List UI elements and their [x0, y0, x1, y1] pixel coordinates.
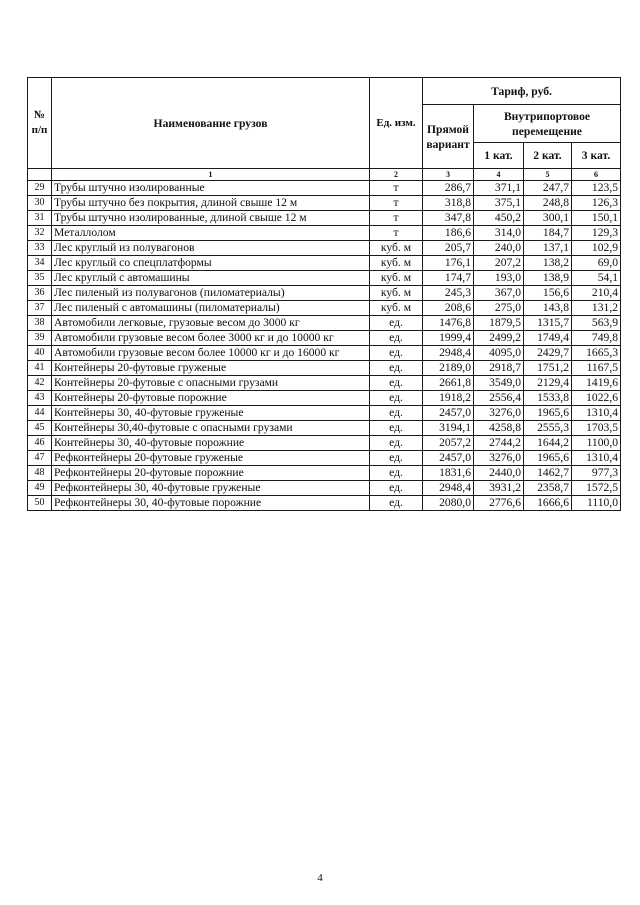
table-row: [28, 301, 621, 316]
direct-tariff: 2948,4: [423, 481, 474, 496]
table-row: [28, 436, 621, 451]
col-header-cat1: 1 кат.: [474, 143, 524, 169]
cat3-tariff: 1419,6: [572, 376, 621, 391]
unit-cell: т: [370, 226, 423, 241]
cat3-tariff: 977,3: [572, 466, 621, 481]
cat3-tariff: 1572,5: [572, 481, 621, 496]
table-row: [28, 196, 621, 211]
cat1-tariff: 367,0: [474, 286, 524, 301]
table-row: [28, 421, 621, 436]
tariff-table: [27, 77, 621, 511]
row-number: 38: [28, 316, 52, 331]
cat2-tariff: 248,8: [524, 196, 572, 211]
direct-tariff: 2661,8: [423, 376, 474, 391]
cat2-tariff: 1644,2: [524, 436, 572, 451]
direct-tariff: 1476,8: [423, 316, 474, 331]
direct-tariff: 2457,0: [423, 406, 474, 421]
cat3-tariff: 150,1: [572, 211, 621, 226]
row-number: 35: [28, 271, 52, 286]
page-number: 4: [317, 872, 323, 884]
table-row: [28, 361, 621, 376]
unit-cell: ед.: [370, 391, 423, 406]
column-number: 4: [474, 169, 524, 181]
cat2-tariff: 1965,6: [524, 406, 572, 421]
cat1-tariff: 3549,0: [474, 376, 524, 391]
cat1-tariff: 2556,4: [474, 391, 524, 406]
direct-tariff: 205,7: [423, 241, 474, 256]
table-row: [28, 271, 621, 286]
unit-cell: т: [370, 196, 423, 211]
table-row: [28, 346, 621, 361]
cat2-tariff: 2555,3: [524, 421, 572, 436]
unit-cell: ед.: [370, 361, 423, 376]
cat2-tariff: 300,1: [524, 211, 572, 226]
table-row: [28, 376, 621, 391]
row-number: 32: [28, 226, 52, 241]
cargo-name: Контейнеры 30, 40-футовые порожние: [52, 436, 370, 451]
cargo-name: Рефконтейнеры 20-футовые груженые: [52, 451, 370, 466]
cat1-tariff: 3276,0: [474, 406, 524, 421]
cargo-name: Контейнеры 20-футовые порожние: [52, 391, 370, 406]
cat3-tariff: 126,3: [572, 196, 621, 211]
row-number: 50: [28, 496, 52, 511]
unit-cell: куб. м: [370, 286, 423, 301]
row-number: 43: [28, 391, 52, 406]
cargo-name: Рефконтейнеры 30, 40-футовые порожние: [52, 496, 370, 511]
cat2-tariff: 143,8: [524, 301, 572, 316]
cat2-tariff: 1533,8: [524, 391, 572, 406]
cat1-tariff: 2744,2: [474, 436, 524, 451]
direct-tariff: 1831,6: [423, 466, 474, 481]
table-row: [28, 391, 621, 406]
direct-tariff: 1999,4: [423, 331, 474, 346]
direct-tariff: 174,7: [423, 271, 474, 286]
cat3-tariff: 131,2: [572, 301, 621, 316]
cargo-name: Контейнеры 20-футовые с опасными грузами: [52, 376, 370, 391]
cat2-tariff: 2429,7: [524, 346, 572, 361]
direct-tariff: 176,1: [423, 256, 474, 271]
cat3-tariff: 123,5: [572, 181, 621, 196]
cat2-tariff: 1749,4: [524, 331, 572, 346]
column-numbers-row: [28, 169, 621, 181]
unit-cell: ед.: [370, 346, 423, 361]
direct-tariff: 2457,0: [423, 451, 474, 466]
direct-tariff: 2948,4: [423, 346, 474, 361]
direct-tariff: 2189,0: [423, 361, 474, 376]
cargo-name: Контейнеры 20-футовые груженые: [52, 361, 370, 376]
row-number: 40: [28, 346, 52, 361]
cat1-tariff: 2918,7: [474, 361, 524, 376]
cargo-name: Металлолом: [52, 226, 370, 241]
table-body: [28, 181, 621, 511]
cat1-tariff: 240,0: [474, 241, 524, 256]
cat2-tariff: 2358,7: [524, 481, 572, 496]
row-number: 49: [28, 481, 52, 496]
cat3-tariff: 1310,4: [572, 406, 621, 421]
cat1-tariff: 2776,6: [474, 496, 524, 511]
row-number: 33: [28, 241, 52, 256]
cargo-name: Автомобили грузовые весом более 10000 кг и до 16000 кг: [52, 346, 370, 361]
cat1-tariff: 450,2: [474, 211, 524, 226]
column-number: 5: [524, 169, 572, 181]
table-row: [28, 256, 621, 271]
unit-cell: ед.: [370, 331, 423, 346]
row-number: 31: [28, 211, 52, 226]
row-number: 48: [28, 466, 52, 481]
unit-cell: ед.: [370, 316, 423, 331]
cat3-tariff: 54,1: [572, 271, 621, 286]
unit-cell: ед.: [370, 421, 423, 436]
cat2-tariff: 1965,6: [524, 451, 572, 466]
col-header-tariff: Тариф, руб.: [423, 78, 621, 105]
cat3-tariff: 102,9: [572, 241, 621, 256]
col-header-name: Наименование грузов: [52, 78, 370, 169]
row-number: 37: [28, 301, 52, 316]
row-number: 36: [28, 286, 52, 301]
cat2-tariff: 247,7: [524, 181, 572, 196]
cat3-tariff: 1310,4: [572, 451, 621, 466]
cat3-tariff: 749,8: [572, 331, 621, 346]
table-row: [28, 481, 621, 496]
cargo-name: Трубы штучно изолированные: [52, 181, 370, 196]
cargo-name: Контейнеры 30, 40-футовые груженые: [52, 406, 370, 421]
cat1-tariff: 193,0: [474, 271, 524, 286]
cat2-tariff: 2129,4: [524, 376, 572, 391]
unit-cell: куб. м: [370, 241, 423, 256]
direct-tariff: 2080,0: [423, 496, 474, 511]
unit-cell: ед.: [370, 436, 423, 451]
col-header-unit: Ед. изм.: [370, 78, 423, 169]
direct-tariff: 347,8: [423, 211, 474, 226]
cat3-tariff: 1665,3: [572, 346, 621, 361]
direct-tariff: 186,6: [423, 226, 474, 241]
cat1-tariff: 314,0: [474, 226, 524, 241]
row-number: 47: [28, 451, 52, 466]
cat3-tariff: 1703,5: [572, 421, 621, 436]
table-row: [28, 451, 621, 466]
unit-cell: ед.: [370, 406, 423, 421]
cat2-tariff: 138,2: [524, 256, 572, 271]
row-number: 30: [28, 196, 52, 211]
unit-cell: ед.: [370, 451, 423, 466]
table-row: [28, 496, 621, 511]
table-row: [28, 211, 621, 226]
cat2-tariff: 1666,6: [524, 496, 572, 511]
cargo-name: Рефконтейнеры 20-футовые порожние: [52, 466, 370, 481]
cargo-name: Рефконтейнеры 30, 40-футовые груженые: [52, 481, 370, 496]
row-number: 34: [28, 256, 52, 271]
row-number: 42: [28, 376, 52, 391]
cargo-name: Автомобили легковые, грузовые весом до 3000 кг: [52, 316, 370, 331]
col-header-cat2: 2 кат.: [524, 143, 572, 169]
cat1-tariff: 371,1: [474, 181, 524, 196]
table-row: [28, 226, 621, 241]
cat2-tariff: 156,6: [524, 286, 572, 301]
unit-cell: т: [370, 181, 423, 196]
row-number: 39: [28, 331, 52, 346]
direct-tariff: 208,6: [423, 301, 474, 316]
unit-cell: куб. м: [370, 301, 423, 316]
cargo-name: Лес круглый из полувагонов: [52, 241, 370, 256]
cat1-tariff: 275,0: [474, 301, 524, 316]
row-number: 41: [28, 361, 52, 376]
table-row: [28, 331, 621, 346]
row-number: 44: [28, 406, 52, 421]
cat1-tariff: 1879,5: [474, 316, 524, 331]
cargo-name: Контейнеры 30,40-футовые с опасными грузами: [52, 421, 370, 436]
cat3-tariff: 1110,0: [572, 496, 621, 511]
table-row: [28, 241, 621, 256]
cat2-tariff: 138,9: [524, 271, 572, 286]
cargo-name: Лес пиленый с автомашины (пиломатериалы): [52, 301, 370, 316]
column-number: 6: [572, 169, 621, 181]
cat2-tariff: 1315,7: [524, 316, 572, 331]
cat1-tariff: 2440,0: [474, 466, 524, 481]
cat1-tariff: 207,2: [474, 256, 524, 271]
row-number: 29: [28, 181, 52, 196]
cat3-tariff: 69,0: [572, 256, 621, 271]
direct-tariff: 3194,1: [423, 421, 474, 436]
unit-cell: куб. м: [370, 256, 423, 271]
unit-cell: куб. м: [370, 271, 423, 286]
unit-cell: ед.: [370, 496, 423, 511]
cargo-name: Лес пиленый из полувагонов (пиломатериалы): [52, 286, 370, 301]
table-row: [28, 286, 621, 301]
direct-tariff: 286,7: [423, 181, 474, 196]
cat1-tariff: 2499,2: [474, 331, 524, 346]
unit-cell: ед.: [370, 466, 423, 481]
column-number: [28, 169, 52, 181]
cat1-tariff: 3931,2: [474, 481, 524, 496]
cat1-tariff: 4095,0: [474, 346, 524, 361]
column-number: 1: [52, 169, 370, 181]
column-number: 2: [370, 169, 423, 181]
direct-tariff: 2057,2: [423, 436, 474, 451]
cargo-name: Лес круглый с автомашины: [52, 271, 370, 286]
table-row: [28, 406, 621, 421]
cat3-tariff: 129,3: [572, 226, 621, 241]
cat2-tariff: 1462,7: [524, 466, 572, 481]
unit-cell: ед.: [370, 481, 423, 496]
unit-cell: ед.: [370, 376, 423, 391]
cat1-tariff: 375,1: [474, 196, 524, 211]
cat3-tariff: 210,4: [572, 286, 621, 301]
table-row: [28, 316, 621, 331]
cat2-tariff: 137,1: [524, 241, 572, 256]
cat3-tariff: 1022,6: [572, 391, 621, 406]
cat3-tariff: 563,9: [572, 316, 621, 331]
row-number: 45: [28, 421, 52, 436]
column-number: 3: [423, 169, 474, 181]
direct-tariff: 318,8: [423, 196, 474, 211]
col-header-direct: Прямой вариант: [423, 105, 474, 169]
cat2-tariff: 1751,2: [524, 361, 572, 376]
direct-tariff: 245,3: [423, 286, 474, 301]
col-header-internal: Внутрипортовое перемещение: [474, 105, 621, 143]
table-row: [28, 181, 621, 196]
cargo-name: Трубы штучно изолированные, длиной свыше 12 м: [52, 211, 370, 226]
cat1-tariff: 3276,0: [474, 451, 524, 466]
direct-tariff: 1918,2: [423, 391, 474, 406]
row-number: 46: [28, 436, 52, 451]
cat2-tariff: 184,7: [524, 226, 572, 241]
cat3-tariff: 1100,0: [572, 436, 621, 451]
table-row: [28, 466, 621, 481]
unit-cell: т: [370, 211, 423, 226]
cargo-name: Лес круглый со спецплатформы: [52, 256, 370, 271]
cat3-tariff: 1167,5: [572, 361, 621, 376]
cargo-name: Автомобили грузовые весом более 3000 кг и до 10000 кг: [52, 331, 370, 346]
cargo-name: Трубы штучно без покрытия, длиной свыше 12 м: [52, 196, 370, 211]
col-header-number: № п/п: [28, 78, 52, 169]
cat1-tariff: 4258,8: [474, 421, 524, 436]
col-header-cat3: 3 кат.: [572, 143, 621, 169]
